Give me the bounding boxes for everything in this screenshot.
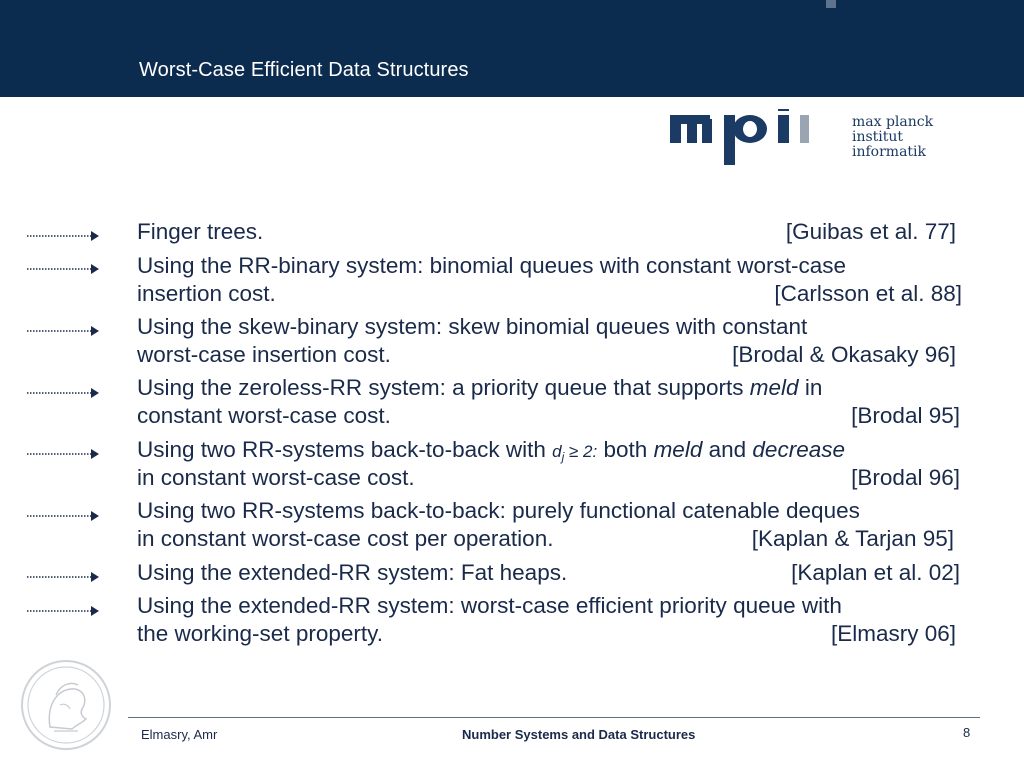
dotted-arrow-icon (27, 230, 101, 242)
list-item-text-continued: in constant worst-case cost per operation. (137, 526, 554, 551)
list-item-reference: [Kaplan & Tarjan 95] (751, 526, 954, 551)
list-item-reference: [Carlsson et al. 88] (774, 281, 962, 306)
math-subscript: j (561, 450, 565, 464)
institute-name-line1: max planck institut (852, 114, 934, 145)
list-item-text-part: in (804, 375, 823, 400)
list-item-text-part: Using two RR-systems back-to-back with (137, 437, 546, 462)
dotted-arrow-icon (27, 325, 101, 337)
list-item-reference: [Kaplan et al. 02] (791, 560, 960, 585)
footer-author: Elmasry, Amr (141, 727, 218, 742)
slide-title: Worst-Case Efficient Data Structures (139, 59, 469, 81)
dotted-arrow-icon (27, 448, 101, 460)
list-item-text-part: both (603, 437, 648, 462)
list-item-text-continued: constant worst-case cost. (137, 403, 391, 428)
list-item-text: Using the extended-RR system: Fat heaps. (137, 560, 568, 585)
dotted-arrow-icon (27, 263, 101, 275)
dotted-arrow-icon (27, 605, 101, 617)
list-item-text-continued: insertion cost. (137, 281, 276, 306)
list-item-emphasis: meld (749, 375, 799, 400)
list-item-text (137, 374, 822, 402)
math-relation: ≥ 2: (569, 442, 598, 461)
list-item-text-continued: the working-set property. (137, 621, 383, 646)
list-item-text-part: Using the zeroless-RR system: a priority queue that supports (137, 375, 744, 400)
list-item-text: Using two RR-systems back-to-back: purely functional catenable deques (137, 498, 860, 523)
list-item-text: Finger trees. (137, 219, 264, 244)
list-item-text-part: and (708, 437, 747, 462)
list-item-reference: [Guibas et al. 77] (785, 219, 956, 244)
list-item-text: Using the extended-RR system: worst-case efficient priority queue with (137, 593, 842, 618)
footer-title: Number Systems and Data Structures (462, 727, 696, 742)
list-item-text-continued: worst-case insertion cost. (137, 342, 391, 367)
list-item-emphasis: meld (653, 437, 703, 462)
list-item-text: Using the skew-binary system: skew binomial queues with constant (137, 314, 808, 339)
list-item-reference: [Elmasry 06] (830, 621, 956, 646)
list-item-reference: [Brodal 95] (851, 403, 960, 428)
list-item-emphasis: decrease (752, 437, 845, 462)
dotted-arrow-icon (27, 510, 101, 522)
dotted-arrow-icon (27, 571, 101, 583)
footer-divider (128, 717, 980, 718)
math-d: d (552, 442, 562, 461)
page-number: 8 (963, 725, 971, 740)
list-item-text-continued: in constant worst-case cost. (137, 465, 415, 490)
list-item-reference: [Brodal 96] (851, 465, 960, 490)
math-variable (552, 442, 598, 464)
dotted-arrow-icon (27, 387, 101, 399)
list-item-text: Using the RR-binary system: binomial queues with constant worst-case (137, 253, 847, 278)
minerva-seal-icon (20, 659, 112, 751)
institute-name-line2: informatik (852, 144, 927, 160)
list-item-reference: [Brodal & Okasaky 96] (732, 342, 956, 367)
